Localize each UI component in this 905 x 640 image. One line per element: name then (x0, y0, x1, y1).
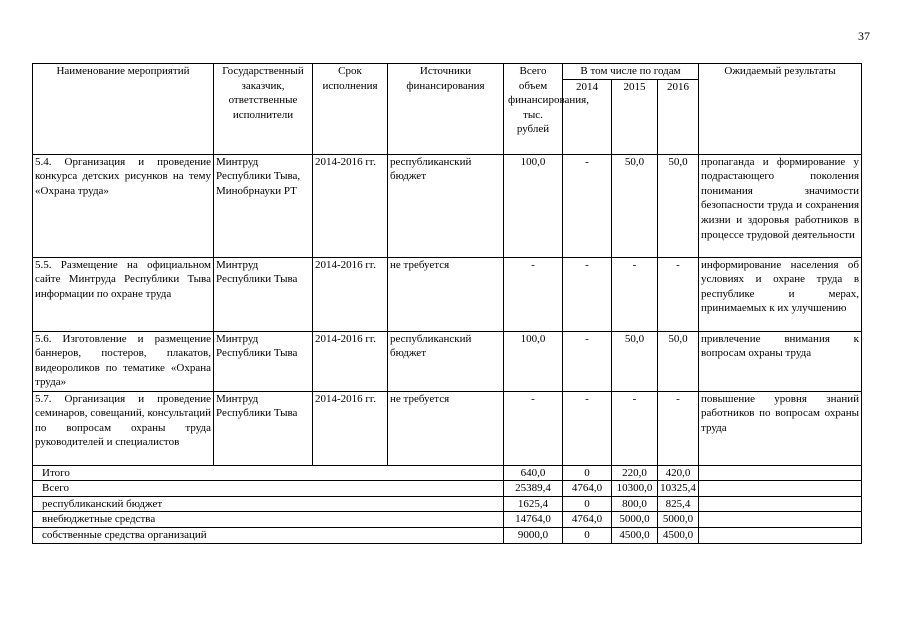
activity-term: 2014-2016 гг. (313, 257, 388, 331)
summary-2014: 0 (563, 496, 612, 512)
summary-total: 640,0 (504, 465, 563, 481)
header-sources: Источники финансирования (388, 64, 504, 155)
header-results: Ожидаемый результаты (699, 64, 862, 155)
summary-2015: 4500,0 (612, 527, 658, 543)
summary-row (33, 496, 862, 512)
header-term: Срок исполнения (313, 64, 388, 155)
summary-2014: 0 (563, 465, 612, 481)
activity-customer: Минтруд Республики Тыва (214, 391, 313, 465)
summary-result (699, 481, 862, 497)
activity-2015: - (612, 391, 658, 465)
activity-2015: 50,0 (612, 331, 658, 391)
summary-label: республиканский бюджет (33, 496, 504, 512)
summary-label: внебюджетные средства (33, 512, 504, 528)
activity-2014: - (563, 331, 612, 391)
activity-2016: 50,0 (658, 154, 699, 257)
activity-source: не требуется (388, 257, 504, 331)
summary-2016: 4500,0 (658, 527, 699, 543)
summary-total: 14764,0 (504, 512, 563, 528)
header-total: Всего объем финансирования, тыс. рублей (504, 64, 563, 155)
activity-total: 100,0 (504, 331, 563, 391)
activity-result: пропаганда и формирование у подрастающего поколения понимания значимости безопасности труда и сохранения жизни и здоровья работников в процессе трудовой деятельности (699, 154, 862, 257)
summary-2015: 220,0 (612, 465, 658, 481)
activity-2015: - (612, 257, 658, 331)
header-year-2015: 2015 (612, 79, 658, 154)
summary-2014: 0 (563, 527, 612, 543)
table-row (33, 331, 862, 391)
summary-row (33, 512, 862, 528)
summary-2016: 5000,0 (658, 512, 699, 528)
summary-result (699, 512, 862, 528)
summary-label: Итого (33, 465, 504, 481)
header-customer: Государственный заказчик, ответственные исполнители (214, 64, 313, 155)
summary-row (33, 465, 862, 481)
activity-name: 5.4. Организация и проведение конкурса детских рисунков на тему «Охрана труда» (33, 154, 214, 257)
summary-2015: 5000,0 (612, 512, 658, 528)
activity-term: 2014-2016 гг. (313, 331, 388, 391)
activity-name: 5.5. Размещение на официальном сайте Минтруда Республики Тыва информации по охране труда (33, 257, 214, 331)
activity-source: республиканский бюджет (388, 154, 504, 257)
activity-total: 100,0 (504, 154, 563, 257)
activity-source: республиканский бюджет (388, 331, 504, 391)
summary-total: 1625,4 (504, 496, 563, 512)
activity-2015: 50,0 (612, 154, 658, 257)
summary-total: 25389,4 (504, 481, 563, 497)
summary-2016: 825,4 (658, 496, 699, 512)
activity-customer: Минтруд Республики Тыва (214, 331, 313, 391)
activity-term: 2014-2016 гг. (313, 154, 388, 257)
activity-term: 2014-2016 гг. (313, 391, 388, 465)
activity-2014: - (563, 391, 612, 465)
summary-label: Всего (33, 481, 504, 497)
table-row (33, 257, 862, 331)
activity-total: - (504, 391, 563, 465)
table-row (33, 154, 862, 257)
header-year-2014: 2014 (563, 79, 612, 154)
activity-2016: - (658, 391, 699, 465)
summary-2016: 10325,4 (658, 481, 699, 497)
summary-2015: 800,0 (612, 496, 658, 512)
summary-row (33, 481, 862, 497)
summary-label: собственные средства организаций (33, 527, 504, 543)
activity-customer: Минтруд Республики Тыва (214, 257, 313, 331)
activity-result: информирование населения об условиях и охране труда в республике и мерах, принимаемых к их улучшению (699, 257, 862, 331)
summary-row (33, 527, 862, 543)
summary-2014: 4764,0 (563, 481, 612, 497)
summary-result (699, 496, 862, 512)
activity-source: не требуется (388, 391, 504, 465)
activity-2014: - (563, 257, 612, 331)
header-by-years: В том числе по годам (563, 64, 699, 80)
summary-result (699, 465, 862, 481)
page-number: 37 (858, 29, 870, 43)
activities-table (32, 63, 862, 544)
activity-name: 5.6. Изготовление и размещение баннеров, постеров, плакатов, видеороликов по тематике «Охрана труда» (33, 331, 214, 391)
header-name: Наименование мероприятий (33, 64, 214, 155)
table-row (33, 391, 862, 465)
activity-2016: - (658, 257, 699, 331)
header-year-2016: 2016 (658, 79, 699, 154)
activity-2016: 50,0 (658, 331, 699, 391)
summary-2014: 4764,0 (563, 512, 612, 528)
summary-total: 9000,0 (504, 527, 563, 543)
summary-2016: 420,0 (658, 465, 699, 481)
summary-2015: 10300,0 (612, 481, 658, 497)
activity-result: повышение уровня знаний работников по вопросам охраны труда (699, 391, 862, 465)
activity-result: привлечение внимания к вопросам охраны труда (699, 331, 862, 391)
activity-customer: Минтруд Республики Тыва, Минобрнауки РТ (214, 154, 313, 257)
activity-total: - (504, 257, 563, 331)
activity-name: 5.7. Организация и проведение семинаров, совещаний, консультаций по вопросам охраны труда руководителей и специалистов (33, 391, 214, 465)
activity-2014: - (563, 154, 612, 257)
summary-result (699, 527, 862, 543)
